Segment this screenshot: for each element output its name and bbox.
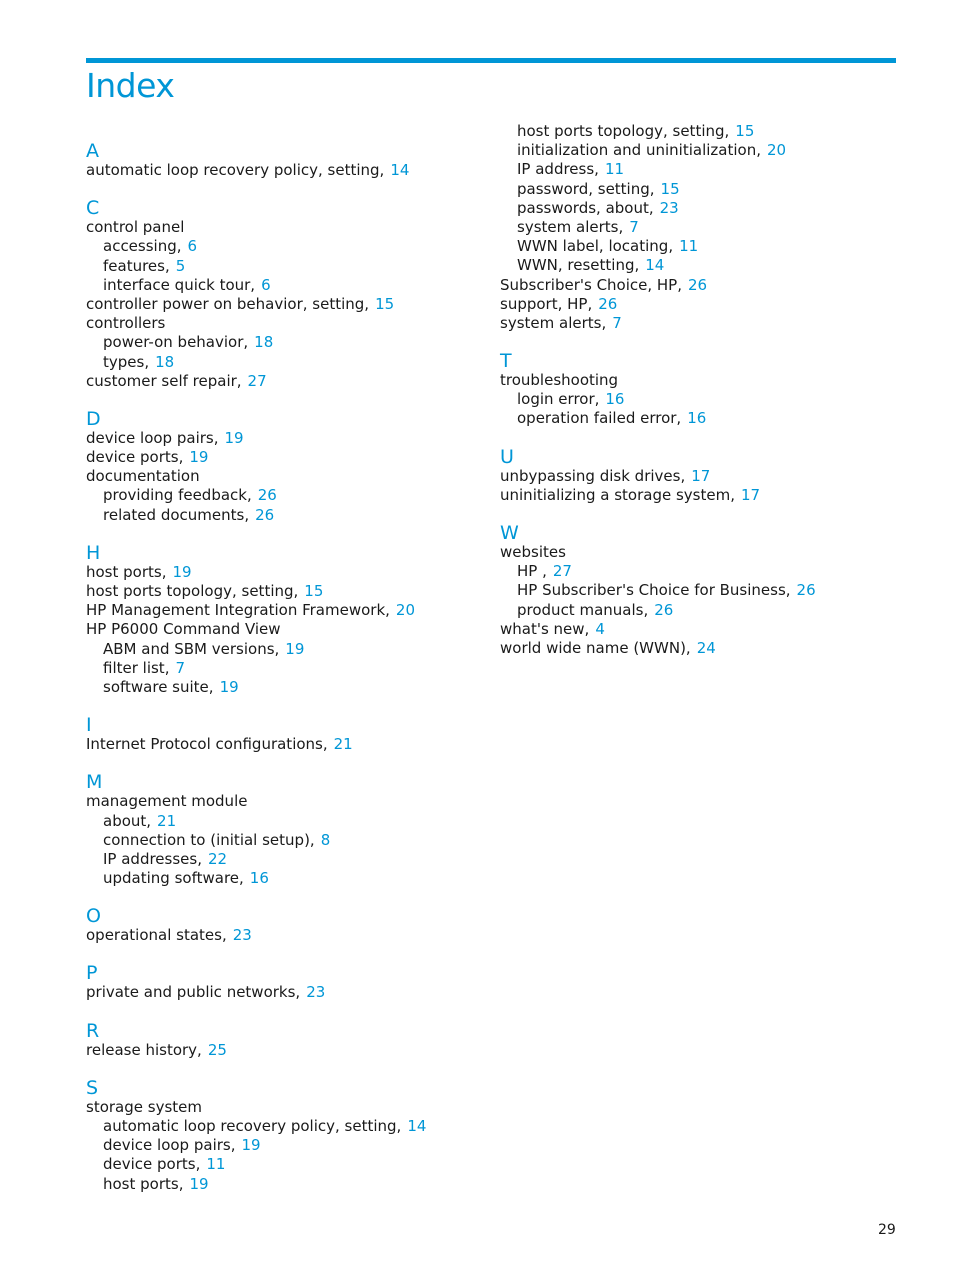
index-subentry xyxy=(500,160,900,179)
index-subentry xyxy=(86,640,486,659)
index-entry xyxy=(86,218,486,237)
index-entry xyxy=(500,314,900,333)
index-subentry xyxy=(86,333,486,352)
index-entry-text: providing feedback, xyxy=(103,486,252,505)
index-page-link[interactable]: 24 xyxy=(696,638,716,657)
index-entry-text: websites xyxy=(500,543,566,561)
index-page-link[interactable]: 26 xyxy=(688,275,708,294)
index-page-link[interactable]: 14 xyxy=(407,1117,427,1135)
index-entry xyxy=(86,563,486,582)
index-entry xyxy=(86,295,486,314)
index-entry-text: HP P6000 Command View xyxy=(86,620,281,639)
index-subentry xyxy=(500,409,900,428)
index-entry-text: ABM and SBM versions, xyxy=(103,639,280,658)
index-entry-text: initialization and uninitialization, xyxy=(517,141,761,160)
index-entry-text: types, xyxy=(103,352,150,371)
index-subentry xyxy=(500,256,900,275)
index-entry xyxy=(86,1041,486,1060)
index-section xyxy=(86,715,486,754)
index-entry-text: automatic loop recovery policy, setting, xyxy=(103,1117,402,1135)
index-entry xyxy=(86,926,486,945)
index-section xyxy=(500,122,900,333)
index-page-link[interactable]: 14 xyxy=(390,161,410,179)
index-entry-text: system alerts, xyxy=(500,313,607,332)
index-section xyxy=(86,198,486,391)
index-entry-text: HP , xyxy=(517,562,547,581)
index-section xyxy=(500,523,900,658)
index-page-link[interactable]: 16 xyxy=(605,390,625,409)
index-entry-text: login error, xyxy=(517,390,600,409)
index-page-link[interactable]: 15 xyxy=(735,122,755,140)
index-entry-text: HP Management Integration Framework, xyxy=(86,601,390,620)
index-entry xyxy=(86,792,486,811)
index-subentry xyxy=(86,1155,486,1174)
index-entry xyxy=(86,601,486,620)
index-entry-text: automatic loop recovery policy, setting, xyxy=(86,161,385,179)
index-subentry xyxy=(86,812,486,831)
index-entry xyxy=(500,371,900,390)
index-page-link[interactable]: 19 xyxy=(224,428,244,447)
index-subentry xyxy=(500,180,900,199)
index-entry-text: power-on behavior, xyxy=(103,333,249,352)
index-entry-text: system alerts, xyxy=(517,217,624,236)
index-subentry xyxy=(86,659,486,678)
index-page-link[interactable]: 6 xyxy=(261,275,271,294)
index-page-link[interactable]: 26 xyxy=(255,505,275,524)
index-entry xyxy=(86,983,486,1002)
index-subentry xyxy=(500,581,900,600)
index-page-link[interactable]: 23 xyxy=(306,983,326,1002)
index-page-link[interactable]: 23 xyxy=(232,926,252,945)
index-subentry xyxy=(500,390,900,409)
index-letter-heading: S xyxy=(86,1076,99,1099)
index-entry-text: passwords, about, xyxy=(517,198,654,217)
index-subentry xyxy=(86,257,486,276)
index-subentry xyxy=(500,141,900,160)
index-subentry xyxy=(500,199,900,218)
index-entry-text: password, setting, xyxy=(517,179,655,198)
index-section xyxy=(500,351,900,429)
index-letter-heading: M xyxy=(86,771,103,794)
index-entry-text: connection to (initial setup), xyxy=(103,830,315,849)
index-entry xyxy=(86,1098,486,1117)
index-entry-text: device loop pairs, xyxy=(103,1136,236,1155)
index-entry-text: storage system xyxy=(86,1097,202,1116)
index-page-link[interactable]: 16 xyxy=(249,869,269,888)
index-subentry xyxy=(500,237,900,256)
index-entry-text: host ports topology, setting, xyxy=(86,582,299,600)
index-section xyxy=(86,772,486,888)
index-subentry xyxy=(86,1175,486,1194)
index-subentry xyxy=(86,276,486,295)
index-entry-text: control panel xyxy=(86,218,185,237)
index-page-link[interactable]: 6 xyxy=(187,237,198,256)
index-page-link[interactable]: 19 xyxy=(189,1174,209,1193)
index-page-link[interactable]: 7 xyxy=(629,217,639,236)
index-section xyxy=(86,409,486,525)
index-letter-heading: T xyxy=(500,350,512,373)
index-subentry xyxy=(86,1136,486,1155)
index-entry-text: private and public networks, xyxy=(86,983,301,1002)
index-page-link[interactable]: 4 xyxy=(595,619,605,638)
index-entry-text: interface quick tour, xyxy=(103,275,256,294)
index-letter-heading: D xyxy=(86,407,101,430)
index-entry-text: host ports topology, setting, xyxy=(517,122,730,140)
index-entry xyxy=(86,735,486,754)
index-column-right xyxy=(500,122,900,658)
index-entry xyxy=(86,314,486,333)
index-page-link[interactable]: 19 xyxy=(219,677,239,696)
index-entry-text: uninitializing a storage system, xyxy=(500,485,735,504)
index-entry xyxy=(500,620,900,639)
index-letter-heading: R xyxy=(86,1019,100,1042)
index-letter-heading: A xyxy=(86,140,99,162)
index-section xyxy=(86,906,486,945)
index-page-link[interactable]: 18 xyxy=(155,352,175,371)
index-page-link[interactable]: 20 xyxy=(766,141,787,160)
index-letter-heading: U xyxy=(500,445,514,468)
header-rule xyxy=(86,58,896,63)
index-entry-text: unbypassing disk drives, xyxy=(500,466,686,485)
index-page-link[interactable]: 27 xyxy=(552,562,572,581)
index-entry-text: customer self repair, xyxy=(86,371,242,390)
index-subentry xyxy=(86,237,486,256)
index-letter-heading: C xyxy=(86,197,100,220)
index-page-link[interactable]: 17 xyxy=(691,466,711,485)
index-entry-text: device ports, xyxy=(103,1155,201,1174)
index-letter-heading: I xyxy=(86,714,92,737)
index-entry xyxy=(86,448,486,467)
index-subentry xyxy=(86,869,486,888)
index-section xyxy=(500,447,900,505)
index-entry-text: features, xyxy=(103,256,170,275)
index-page-link[interactable]: 19 xyxy=(172,562,192,581)
index-subentry xyxy=(500,601,900,620)
index-page-link[interactable]: 22 xyxy=(207,849,228,868)
index-page-link[interactable]: 11 xyxy=(604,160,625,179)
index-page-link[interactable]: 11 xyxy=(206,1155,226,1174)
index-entry-text: software suite, xyxy=(103,677,214,696)
index-subentry xyxy=(86,1117,486,1136)
index-page-link[interactable]: 25 xyxy=(207,1040,227,1059)
index-page-link[interactable]: 19 xyxy=(241,1136,261,1155)
index-entry-text: WWN label, locating, xyxy=(517,237,674,256)
index-entry-text: documentation xyxy=(86,467,200,486)
index-subentry xyxy=(500,122,900,141)
index-page-link[interactable]: 8 xyxy=(320,830,331,849)
index-entry-text: filter list, xyxy=(103,658,170,677)
index-page-link[interactable]: 18 xyxy=(254,333,274,352)
index-page-link[interactable]: 20 xyxy=(395,601,415,620)
index-entry xyxy=(86,429,486,448)
index-entry-text: device loop pairs, xyxy=(86,428,219,447)
index-entry-text: operational states, xyxy=(86,926,227,945)
index-entry-text: controllers xyxy=(86,314,166,333)
index-column-left xyxy=(86,141,486,1194)
index-entry-text: release history, xyxy=(86,1040,202,1059)
index-entry-text: controller power on behavior, setting, xyxy=(86,294,370,313)
index-subentry xyxy=(500,562,900,581)
index-entry-text: Internet Protocol configurations, xyxy=(86,735,328,754)
index-entry-text: accessing, xyxy=(103,237,182,256)
index-entry-text: what's new, xyxy=(500,619,590,638)
index-entry-text: device ports, xyxy=(86,448,184,467)
index-entry-text: about, xyxy=(103,811,152,830)
index-entry xyxy=(500,276,900,295)
index-page-link[interactable]: 21 xyxy=(157,811,177,830)
index-subentry xyxy=(86,506,486,525)
index-section xyxy=(86,963,486,1002)
index-entry-text: troubleshooting xyxy=(500,371,619,390)
index-page-link[interactable]: 19 xyxy=(285,639,305,658)
index-page-link[interactable]: 26 xyxy=(598,294,618,313)
index-page-link[interactable]: 7 xyxy=(175,658,186,677)
index-letter-heading: H xyxy=(86,541,101,564)
index-entry xyxy=(86,620,486,639)
index-page-link[interactable]: 19 xyxy=(189,448,209,467)
index-page-link[interactable]: 15 xyxy=(304,582,324,600)
index-entry-text: related documents, xyxy=(103,505,250,524)
index-entry xyxy=(500,295,900,314)
index-page-link[interactable]: 23 xyxy=(659,198,679,217)
index-entry xyxy=(86,582,486,601)
index-entry xyxy=(500,467,900,486)
index-subentry xyxy=(86,850,486,869)
index-entry-text: operation failed error, xyxy=(517,409,682,428)
index-letter-heading: P xyxy=(86,962,98,985)
page-number: 29 xyxy=(878,1222,896,1238)
index-section xyxy=(86,543,486,697)
index-page-link[interactable]: 14 xyxy=(645,256,665,275)
index-entry-text: world wide name (WWN), xyxy=(500,638,691,657)
index-entry-text: host ports, xyxy=(103,1174,184,1193)
index-entry-text: Subscriber's Choice, HP, xyxy=(500,275,682,294)
index-page-link[interactable]: 15 xyxy=(375,294,395,313)
index-page-link[interactable]: 15 xyxy=(660,179,680,198)
index-entry-text: host ports, xyxy=(86,562,167,581)
index-section xyxy=(86,1021,486,1060)
index-letter-heading: W xyxy=(500,522,519,544)
index-entry xyxy=(86,372,486,391)
index-entry-text: product manuals, xyxy=(517,600,649,619)
index-entry xyxy=(86,467,486,486)
index-entry-text: updating software, xyxy=(103,869,244,888)
index-page-link[interactable]: 26 xyxy=(654,600,674,619)
index-subentry xyxy=(86,486,486,505)
index-page-link[interactable]: 27 xyxy=(247,371,267,390)
index-page-link[interactable]: 26 xyxy=(796,581,816,600)
index-page-link[interactable]: 11 xyxy=(679,237,699,256)
index-entry-text: IP address, xyxy=(517,160,599,179)
index-section xyxy=(86,1078,486,1194)
index-section xyxy=(86,141,486,180)
index-letter-heading: O xyxy=(86,905,101,928)
index-subentry xyxy=(86,353,486,372)
index-page-link[interactable]: 5 xyxy=(175,256,186,275)
index-entry-text: HP Subscriber's Choice for Business, xyxy=(517,581,791,600)
index-entry-text: IP addresses, xyxy=(103,849,202,868)
index-page-link[interactable]: 7 xyxy=(612,313,622,332)
page-title: Index xyxy=(86,66,175,105)
index-subentry xyxy=(86,831,486,850)
index-subentry xyxy=(86,678,486,697)
index-entry xyxy=(500,543,900,562)
index-page-link[interactable]: 17 xyxy=(740,485,761,504)
index-entry xyxy=(500,486,900,505)
index-page-link[interactable]: 21 xyxy=(333,735,353,754)
index-entry-text: support, HP, xyxy=(500,294,593,313)
index-entry xyxy=(86,161,486,180)
index-page-link[interactable]: 26 xyxy=(257,486,277,505)
index-page-link[interactable]: 16 xyxy=(687,409,707,428)
index-entry xyxy=(500,639,900,658)
index-entry-text: management module xyxy=(86,792,248,811)
index-subentry xyxy=(500,218,900,237)
index-entry-text: WWN, resetting, xyxy=(517,256,640,275)
